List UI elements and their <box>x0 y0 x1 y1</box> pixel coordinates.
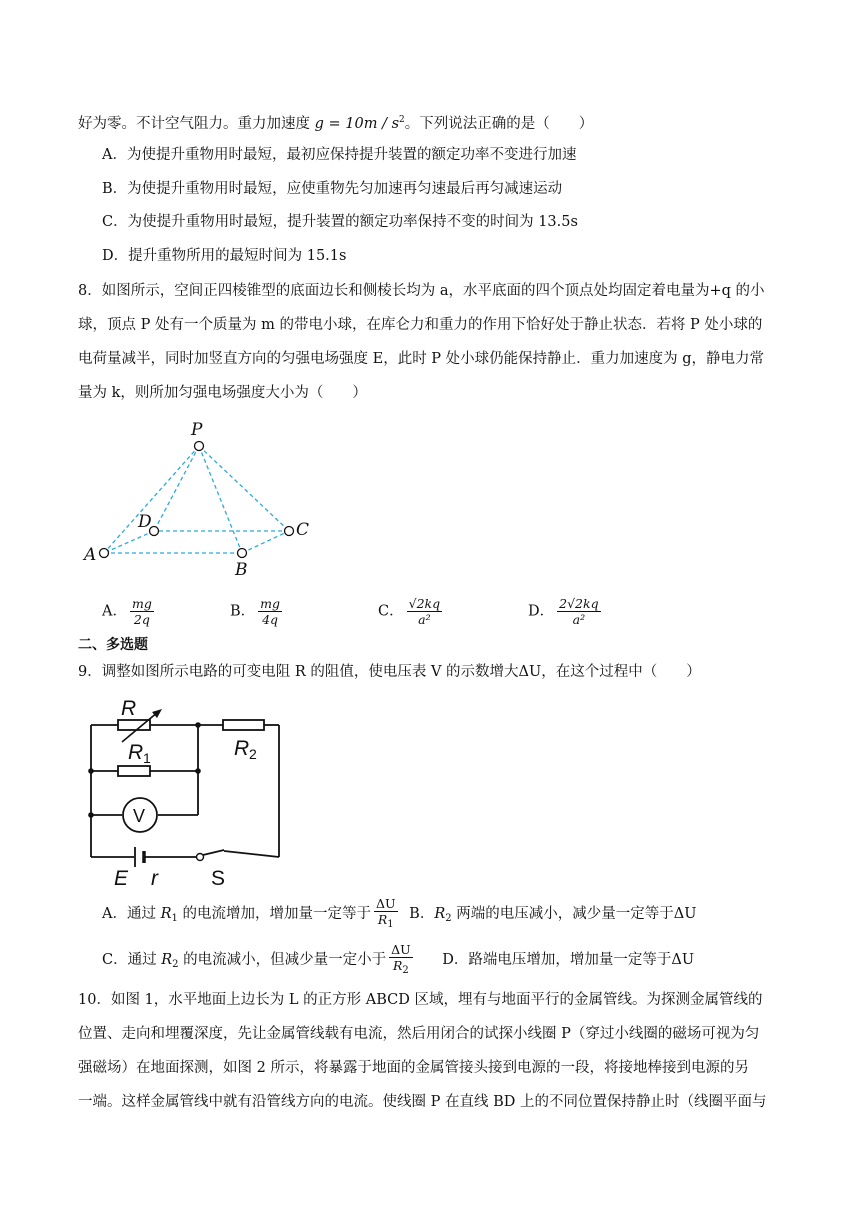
label-e: E <box>114 867 129 890</box>
section-title-multiple-choice: 二、多选题 <box>78 637 148 653</box>
vertex-p-dot <box>195 442 204 451</box>
label-d: D <box>138 512 152 532</box>
label-a: A <box>84 545 97 565</box>
q8-choice-c-den: a² <box>418 612 431 627</box>
q8-choice-a-den: 2q <box>133 612 150 627</box>
q8-choice-d <box>528 596 604 627</box>
label-r-internal: r <box>151 867 158 890</box>
q7-gravity-sup: 2 <box>399 115 405 125</box>
q8-choice-a-num: mg <box>131 596 152 611</box>
q9-option-a-post: 的电流增加，增加量一定等于 <box>177 906 371 922</box>
q9-option-c-den: R <box>393 958 403 973</box>
q8-stem-line4: 量为 k，则所加匀强电场强度大小为（ ） <box>78 385 367 401</box>
q7-stem-text-a: 好为零。不计空气阻力。重力加速度 <box>78 116 315 132</box>
label-v: V <box>133 806 146 826</box>
q9-option-c-num: ΔU <box>391 942 411 957</box>
q8-choice-c-num: √2kq <box>408 596 441 611</box>
q8-choice-a-label: A． <box>102 603 127 620</box>
label-r2-sub: 2 <box>249 746 257 762</box>
q8-choice-d-label: D． <box>528 603 555 620</box>
q9-option-b-pre: B． <box>409 906 435 922</box>
label-b: B <box>235 560 248 580</box>
resistor-r2 <box>223 720 264 730</box>
q9-option-c-post: 的电流减小，但减少量一定小于 <box>178 952 387 968</box>
q7-stem-tail <box>78 110 593 134</box>
q8-choice-b-label: B． <box>230 603 256 620</box>
label-p: P <box>191 420 203 440</box>
q9-option-a-den-sub: 1 <box>387 919 394 930</box>
q10-stem-line3: 强磁场）在地面探测，如图 2 所示，将暴露于地面的金属管接头接到电源的一段，将接地棒接到电源的另 <box>78 1060 749 1076</box>
q10-stem-line2: 位置、走向和埋覆深度，先让金属管线载有电流，然后用闭合的试探小线圈 P（穿过小线圈的磁场可视为匀 <box>78 1026 760 1042</box>
q9-option-c-den-sub: 2 <box>402 965 409 976</box>
q10-stem-line1: 10．如图 1，水平地面上边长为 L 的正方形 ABCD 区域，埋有与地面平行的金属管线。为探测金属管线的 <box>78 992 763 1008</box>
vertex-b-dot <box>238 549 247 558</box>
q9-option-c-resistor: R <box>161 952 173 968</box>
q7-option-b: B．为使提升重物用时最短，应使重物先匀加速再匀速最后再匀减速运动 <box>102 181 563 197</box>
switch-pivot <box>197 854 204 861</box>
q9-option-b-post: 两端的电压减小，减少量一定等于ΔU <box>451 906 697 922</box>
vertex-c-dot <box>285 527 294 536</box>
q9-option-b-resistor: R <box>434 906 446 922</box>
q8-choice-b <box>230 596 285 627</box>
vertex-a-dot <box>100 549 109 558</box>
label-r: R <box>121 697 137 720</box>
q7-option-a: A．为使提升重物用时最短，最初应保持提升装置的额定功率不变进行加速 <box>102 147 577 163</box>
q9-option-b-sub: 2 <box>445 913 452 924</box>
q9-options-cd <box>102 942 694 978</box>
q10-stem-line4: 一端。这样金属管线中就有沿管线方向的电流。使线圈 P 在直线 BD 上的不同位置保持静止时（线圈平面与 <box>78 1094 767 1110</box>
q9-option-a-pre: A．通过 <box>102 906 161 922</box>
switch-lever <box>203 850 224 855</box>
q7-gravity-expr: g = 10m / s <box>314 116 400 132</box>
q7-option-d: D．提升重物所用的最短时间为 15.1s <box>102 248 347 264</box>
label-s: S <box>211 867 226 890</box>
label-r2: R <box>234 737 250 760</box>
label-c: C <box>296 520 310 540</box>
resistor-r1 <box>118 766 150 776</box>
q9-stem: 9．调整如图所示电路的可变电阻 R 的阻值，使电压表 V 的示数增大ΔU，在这个过程中（ ） <box>78 664 701 680</box>
q8-stem-line3: 电荷量减半，同时加竖直方向的匀强电场强度 E，此时 P 处小球仍能保持静止．重力加速度为 g，静电力常 <box>78 351 765 367</box>
q8-choice-c <box>378 596 445 627</box>
q9-options-ab <box>102 896 696 932</box>
q7-stem-text-b: 。下列说法正确的是（ ） <box>404 116 594 132</box>
label-r1: R <box>128 741 144 764</box>
q9-option-c-pre: C．通过 <box>102 952 162 968</box>
pyramid-figure <box>80 415 320 580</box>
q8-stem-line2: 球，顶点 P 处有一个质量为 m 的带电小球，在库仑力和重力的作用下恰好处于静止状态．若将 P 处小球的 <box>78 317 763 333</box>
resistor-r <box>118 720 150 730</box>
q9-option-a-den: R <box>377 912 388 927</box>
q9-option-a-num: ΔU <box>376 896 396 911</box>
q8-stem-line1: 8．如图所示，空间正四棱锥型的底面边长和侧棱长均为 a，水平底面的四个顶点处均固定着电量为+q 的小 <box>78 283 765 299</box>
q9-option-a-resistor: R <box>160 906 172 922</box>
circuit-figure <box>88 695 288 895</box>
q8-choice-a <box>102 596 157 627</box>
q8-choice-d-den: a² <box>572 612 586 627</box>
q8-choice-b-num: mg <box>260 596 281 611</box>
q8-choice-d-num: 2√2kq <box>559 596 599 611</box>
label-r1-sub: 1 <box>143 750 151 766</box>
q8-choice-c-label: C． <box>378 603 404 620</box>
q9-option-a-sub: 1 <box>171 913 178 924</box>
q8-choice-b-den: 4q <box>262 612 279 627</box>
q9-option-d: D．路端电压增加，增加量一定等于ΔU <box>442 952 695 968</box>
q9-option-c-sub: 2 <box>172 959 179 970</box>
q7-option-c: C．为使提升重物用时最短，提升装置的额定功率保持不变的时间为 13.5s <box>102 214 578 230</box>
